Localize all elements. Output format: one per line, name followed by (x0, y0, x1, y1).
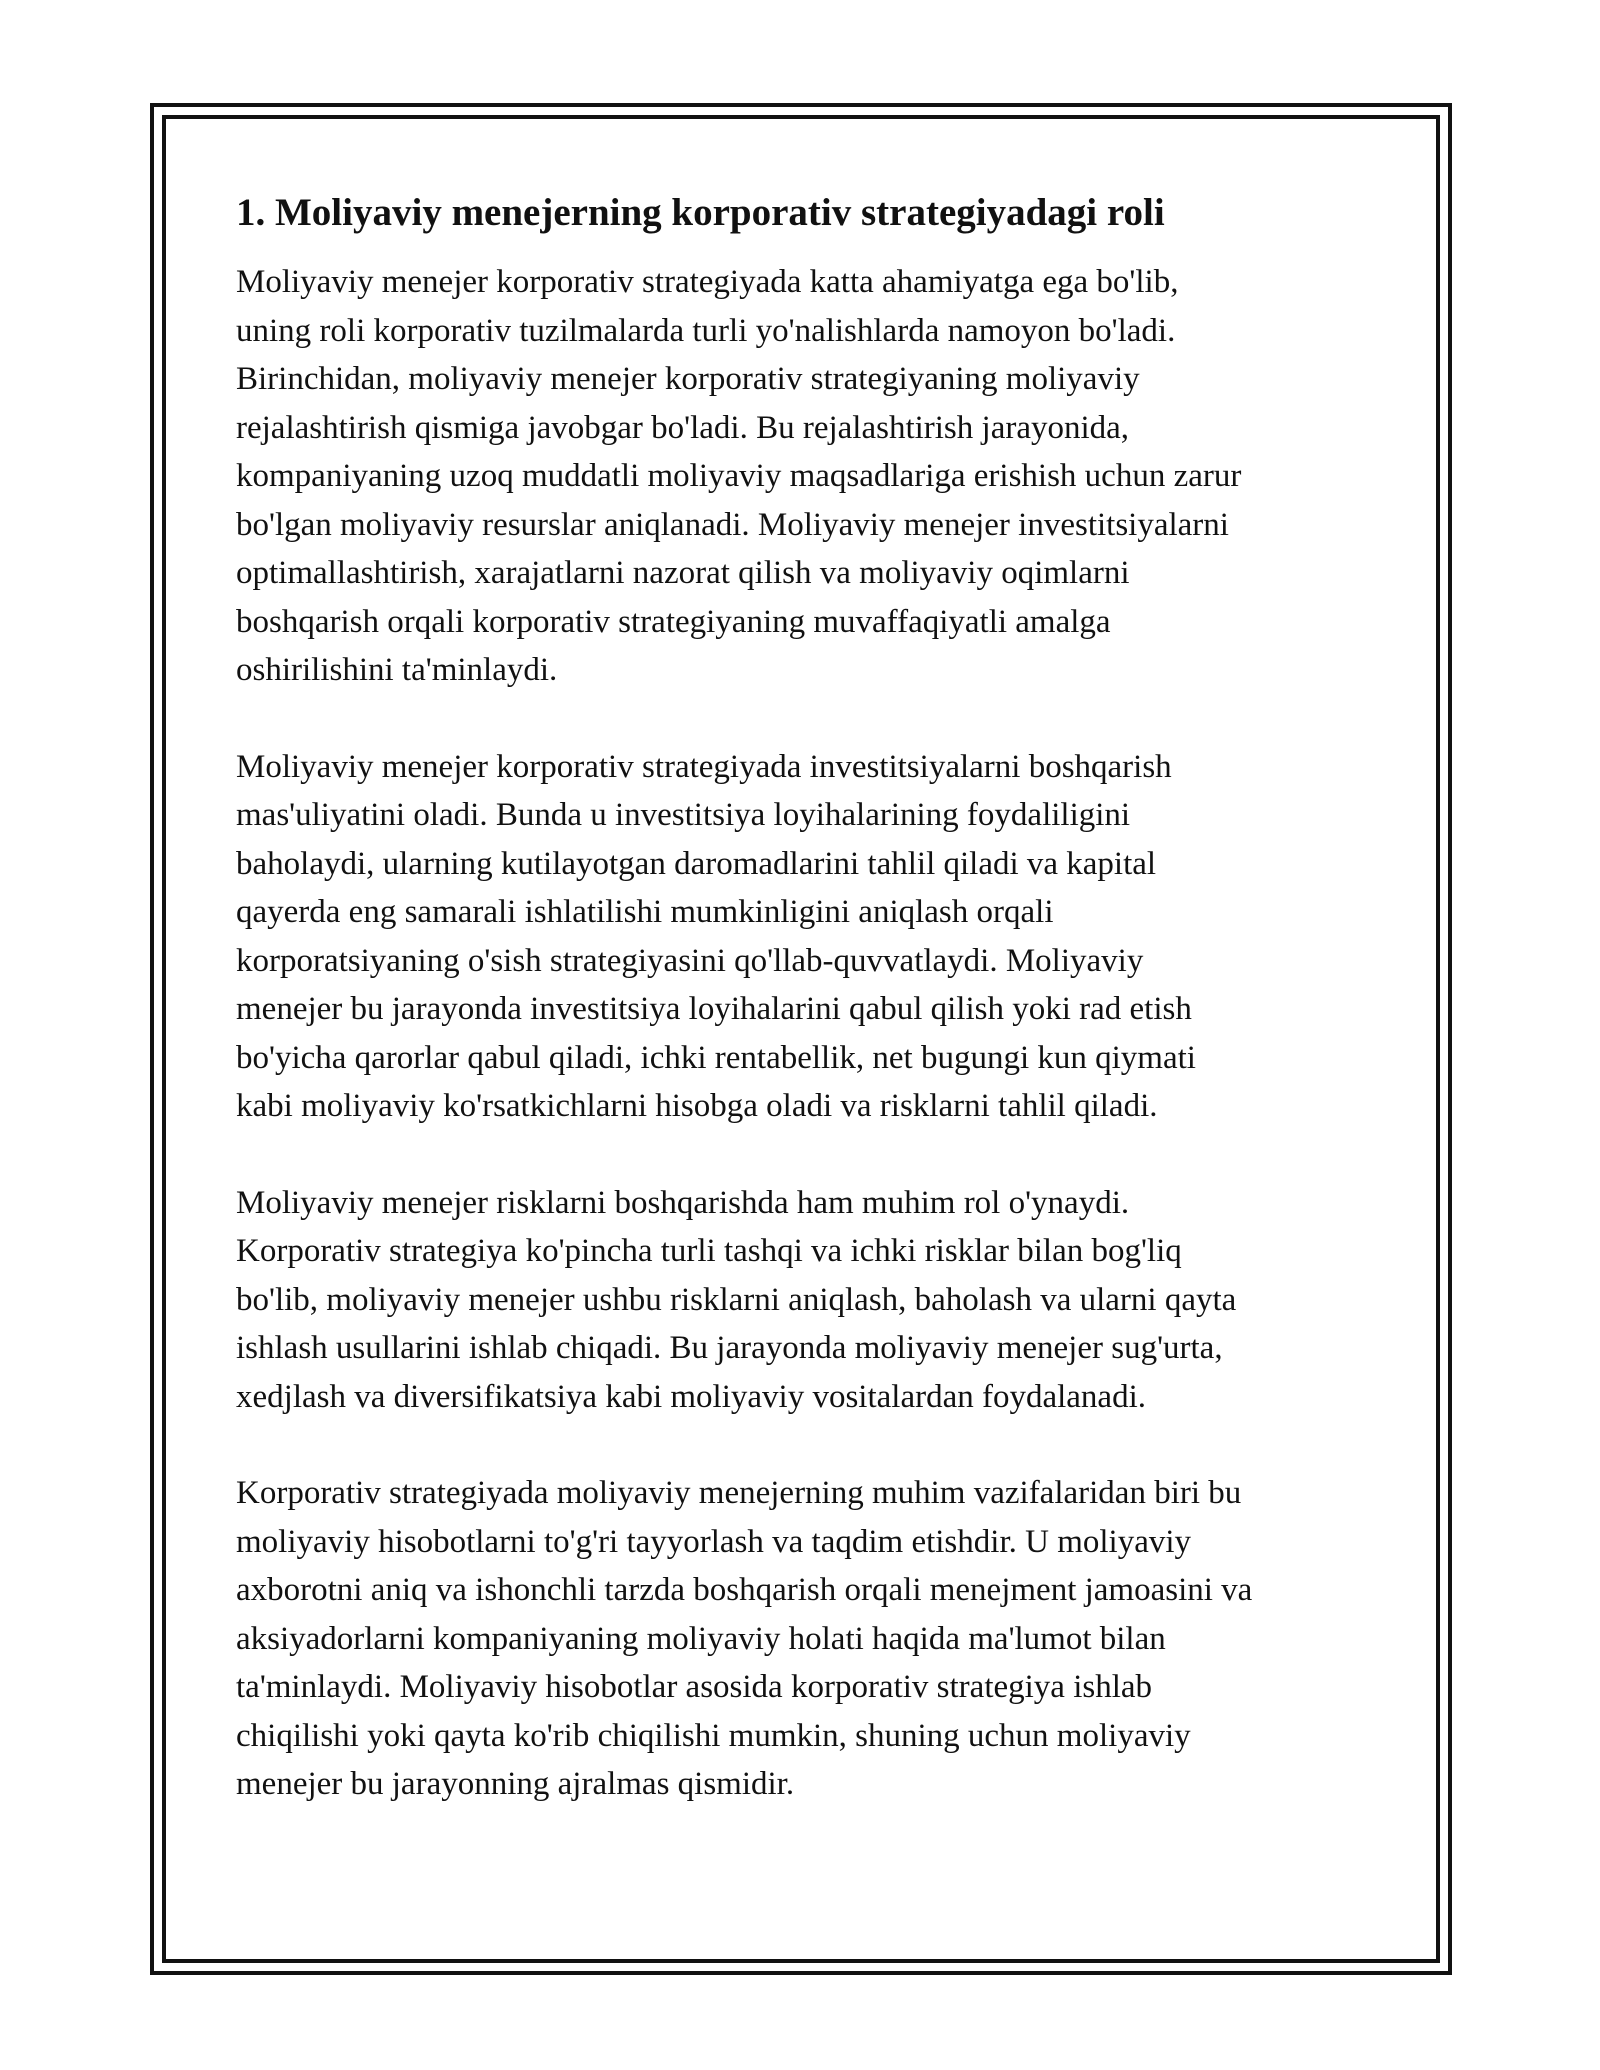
paragraph-line: boshqarish orqali korporativ strategiyaning muvaffaqiyatli amalga (236, 603, 1111, 640)
paragraph-line: oshirilishini ta'minlaydi. (236, 652, 558, 688)
paragraph-line: optimallashtirish, xarajatlarni nazorat qilish va moliyaviy oqimlarni (236, 555, 1130, 591)
paragraph-4 (236, 1469, 1386, 1809)
paragraph-line: bo'yicha qarorlar qabul qiladi, ichki rentabellik, net bugungi kun qiymati (236, 1039, 1196, 1076)
paragraph-line: aksiyadorlarni kompaniyaning moliyaviy holati haqida ma'lumot bilan (236, 1620, 1166, 1657)
paragraph-line: bo'lib, moliyaviy menejer ushbu risklarni aniqlash, baholash va ularni qayta (236, 1281, 1237, 1318)
paragraph-line: qayerda eng samarali ishlatilishi mumkinligini aniqlash orqali (236, 894, 1054, 930)
paragraph-line: kompaniyaning uzoq muddatli moliyaviy maqsadlariga erishish uchun zarur (236, 458, 1242, 494)
paragraph-line: rejalashtirish qismiga javobgar bo'ladi. Bu rejalashtirish jarayonida, (236, 409, 1130, 446)
paragraph-line: Moliyaviy menejer korporativ strategiyada katta ahamiyatga ega bo'lib, (236, 264, 1179, 300)
paragraph-line: xedjlash va diversifikatsiya kabi moliyaviy vositalardan foydalanadi. (236, 1378, 1146, 1415)
paragraph-line: Korporativ strategiya ko'pincha turli tashqi va ichki risklar bilan bog'liq (236, 1233, 1182, 1269)
paragraph-line: korporatsiyaning o'sish strategiyasini qo'llab-quvvatlaydi. Moliyaviy (236, 942, 1144, 979)
document-body (236, 186, 1386, 1857)
paragraph-line: moliyaviy hisobotlarni to'g'ri tayyorlash va taqdim etishdir. U moliyaviy (236, 1523, 1192, 1560)
paragraph-3 (236, 1179, 1386, 1422)
paragraph-line: bo'lgan moliyaviy resurslar aniqlanadi. Moliyaviy menejer investitsiyalarni (236, 506, 1229, 543)
paragraph-line: ta'minlaydi. Moliyaviy hisobotlar asosida korporativ strategiya ishlab (236, 1669, 1153, 1705)
paragraph-line: mas'uliyatini oladi. Bunda u investitsiya loyihalarining foydaliligini (236, 797, 1131, 833)
paragraph-line: menejer bu jarayonda investitsiya loyihalarini qabul qilish yoki rad etish (236, 991, 1192, 1027)
paragraph-line: baholaydi, ularning kutilayotgan daromadlarini tahlil qiladi va kapital (236, 845, 1157, 882)
paragraph-line: Moliyaviy menejer risklarni boshqarishda ham muhim rol o'ynaydi. (236, 1184, 1130, 1221)
paragraph-1 (236, 258, 1386, 695)
paragraph-line: uning roli korporativ tuzilmalarda turli yo'nalishlarda namoyon bo'ladi. (236, 312, 1176, 349)
paragraph-line: axborotni aniq va ishonchli tarzda boshqarish orqali menejment jamoasini va (236, 1572, 1253, 1608)
paragraph-line: chiqilishi yoki qayta ko'rib chiqilishi mumkin, shuning uchun moliyaviy (236, 1717, 1191, 1754)
section-heading: 1. Moliyaviy menejerning korporativ strategiyadagi roli (236, 191, 1165, 234)
paragraph-line: ishlash usullarini ishlab chiqadi. Bu jarayonda moliyaviy menejer sug'urta, (236, 1330, 1223, 1366)
paragraph-line: Korporativ strategiyada moliyaviy menejerning muhim vazifalaridan biri bu (236, 1475, 1242, 1511)
paragraph-2 (236, 743, 1386, 1131)
paragraph-line: Moliyaviy menejer korporativ strategiyada investitsiyalarni boshqarish (236, 748, 1172, 785)
paragraph-line: Birinchidan, moliyaviy menejer korporativ strategiyaning moliyaviy (236, 361, 1140, 397)
paragraph-line: menejer bu jarayonning ajralmas qismidir. (236, 1766, 795, 1802)
paragraph-line: kabi moliyaviy ko'rsatkichlarni hisobga oladi va risklarni tahlil qiladi. (236, 1088, 1158, 1124)
